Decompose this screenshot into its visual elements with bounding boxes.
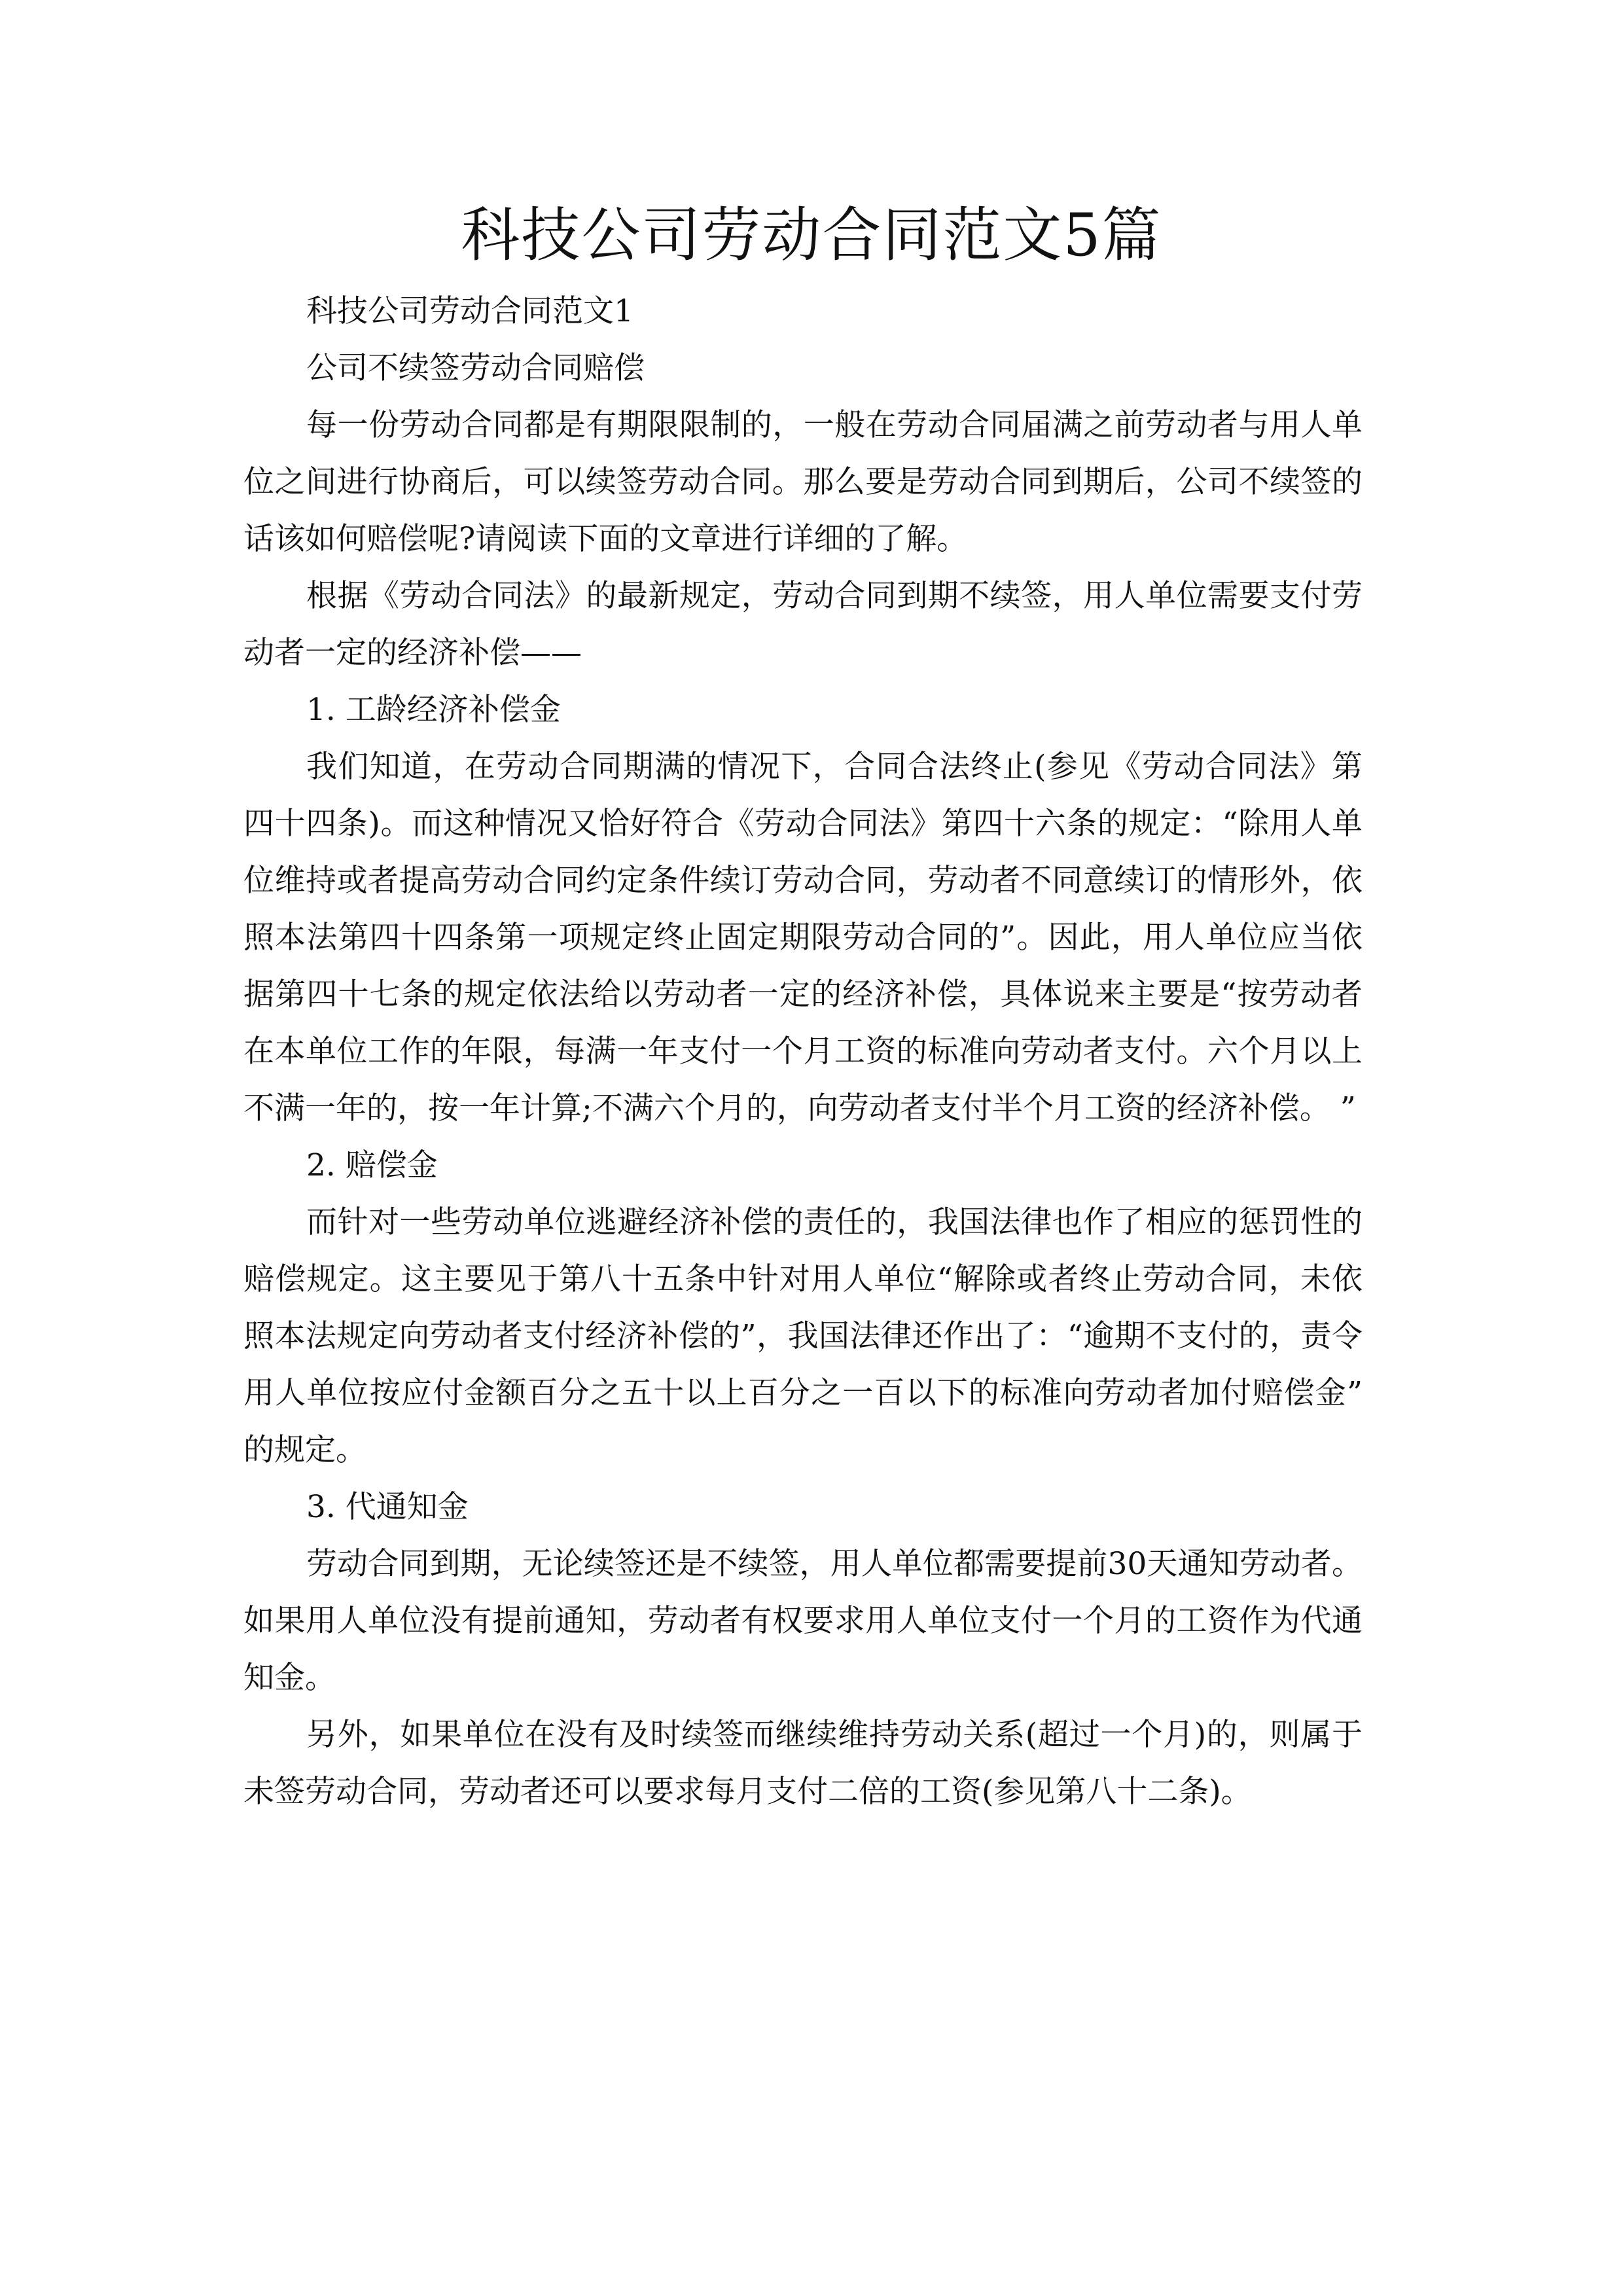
paragraph-additional: 另外，如果单位在没有及时续签而继续维持劳动关系(超过一个月)的，则属于未签劳动合同，劳动者还可以要求每月支付二倍的工资(参见第八十二条)。 — [243, 1717, 1363, 1810]
paragraph-item-3: 劳动合同到期，无论续签还是不续签，用人单位都需要提前30天通知劳动者。如果用人单位没有提前通知，劳动者有权要求用人单位支付一个月的工资作为代通知金。 — [243, 1546, 1363, 1696]
paragraph-intro: 每一份劳动合同都是有期限限制的，一般在劳动合同届满之前劳动者与用人单位之间进行协商后，可以续签劳动合同。那么要是劳动合同到期后，公司不续签的话该如何赔偿呢?请阅读下面的文章进行详细的了解。 — [243, 407, 1363, 557]
paragraph-item-1: 我们知道，在劳动合同期满的情况下，合同合法终止(参见《劳动合同法》第四十四条)。而这种情况又恰好符合《劳动合同法》第四十六条的规定：“除用人单位维持或者提高劳动合同约定条件续订劳动合同，劳动者不同意续订的情形外，依照本法第四十四条第一项规定终止固定期限劳动合同的”。因此，用人单位应当依据第四十七条的规定依法给以劳动者一定的经济补偿，具体说来主要是“按劳动者在本单位工作的年限，每满一年支付一个月工资的标准向劳动者支付。六个月以上不满一年的，按一年计算;不满六个月的，向劳动者支付半个月工资的经济补偿。 ” — [243, 749, 1363, 1126]
section-heading: 公司不续签劳动合同赔偿 — [306, 350, 645, 386]
item-heading-3: 3. 代通知金 — [306, 1489, 469, 1525]
paragraph-item-2: 而针对一些劳动单位逃避经济补偿的责任的，我国法律也作了相应的惩罚性的赔偿规定。这主要见于第八十五条中针对用人单位“解除或者终止劳动合同，未依照本法规定向劳动者支付经济补偿的”，我国法律还作出了：“逾期不支付的，责令用人单位按应付金额百分之五十以上百分之一百以下的标准向劳动者加付赔偿金” 的规定。 — [243, 1204, 1363, 1468]
item-heading-1: 1. 工龄经济补偿金 — [306, 692, 561, 728]
item-heading-2: 2. 赔偿金 — [306, 1147, 438, 1183]
subtitle-sample-1: 科技公司劳动合同范文1 — [306, 293, 633, 329]
paragraph-law: 根据《劳动合同法》的最新规定，劳动合同到期不续签，用人单位需要支付劳动者一定的经济补偿—— — [243, 578, 1363, 671]
document-body — [243, 283, 1363, 1820]
document-title: 科技公司劳动合同范文5篇 — [461, 201, 1162, 270]
